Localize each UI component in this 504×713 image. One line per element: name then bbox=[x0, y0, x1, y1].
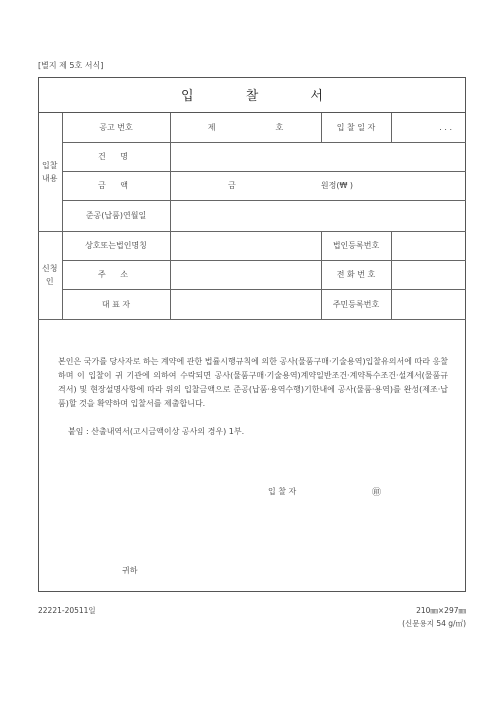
amount-field[interactable] bbox=[170, 171, 466, 200]
address-label: 주 소 bbox=[62, 260, 170, 289]
completion-date-field[interactable] bbox=[170, 200, 466, 231]
notice-prefix: 제 bbox=[207, 122, 216, 132]
form-title: 입 찰 서 bbox=[38, 77, 466, 113]
paper-type: (신문용지 54 g/㎡) bbox=[402, 619, 466, 628]
bid-date-field[interactable] bbox=[391, 113, 466, 142]
form-number-label: [별지 제 5호 서식] bbox=[38, 61, 104, 70]
notice-number-label: 공고 번호 bbox=[62, 113, 170, 142]
amount-suffix: 원정(₩ ) bbox=[320, 181, 354, 190]
notice-number-field[interactable] bbox=[170, 113, 321, 142]
signer-label: 입 찰 자 bbox=[268, 487, 297, 496]
address-field[interactable] bbox=[170, 260, 321, 289]
company-name-label: 상호또는법인명칭 bbox=[62, 231, 170, 260]
attachment-note: 붙임 : 산출내역서(고시금액이상 공사의 경우) 1부. bbox=[68, 427, 245, 436]
amount-prefix: 금 bbox=[228, 181, 236, 190]
company-name-field[interactable] bbox=[170, 231, 321, 260]
form-grid bbox=[38, 113, 466, 320]
corp-reg-number-field[interactable] bbox=[391, 231, 466, 260]
notice-suffix: 호 bbox=[275, 122, 284, 132]
bidder-section-label: 신청 인 bbox=[38, 231, 62, 319]
seal-mark: ㊞ bbox=[372, 488, 382, 498]
recipient-label: 귀하 bbox=[122, 566, 138, 575]
amount-label: 금 액 bbox=[62, 171, 170, 200]
paper-size: 210㎜×297㎜ bbox=[416, 606, 466, 615]
completion-date-label: 준공(납품)연월일 bbox=[62, 200, 170, 231]
representative-label: 대 표 자 bbox=[62, 289, 170, 319]
project-name-label: 건 명 bbox=[62, 142, 170, 171]
phone-field[interactable] bbox=[391, 260, 466, 289]
phone-label: 전 화 번 호 bbox=[321, 260, 391, 289]
bid-section-label: 입찰 내용 bbox=[38, 113, 62, 231]
resident-reg-number-field[interactable] bbox=[391, 289, 466, 319]
project-name-field[interactable] bbox=[170, 142, 466, 171]
bid-date-label: 입 찰 일 자 bbox=[321, 113, 391, 142]
corp-reg-number-label: 법인등록번호 bbox=[321, 231, 391, 260]
bid-statement: 본인은 국가를 당사자로 하는 계약에 관한 법률시행규칙에 의한 공사(물품구매·기술용역)입찰유의서에 따라 응찰하며 이 입찰이 귀 기관에 의하여 수락되면 공사(물품구매·기술용역)계약일반조건·계약특수조건·설계서(물품규격서) 및 현장설명사항에 따라 위의 입찰금액으로 준공(납품·용역수행)기한내에 공사(물품·용역)를 완성(제조·납품)할 것을 확약하며 입찰서를 제출합니다. bbox=[58, 357, 448, 408]
bid-date-value: . . . bbox=[439, 122, 452, 132]
resident-reg-number-label: 주민등록번호 bbox=[321, 289, 391, 319]
form-code: 22221-20511일 bbox=[38, 606, 96, 615]
representative-field[interactable] bbox=[170, 289, 321, 319]
